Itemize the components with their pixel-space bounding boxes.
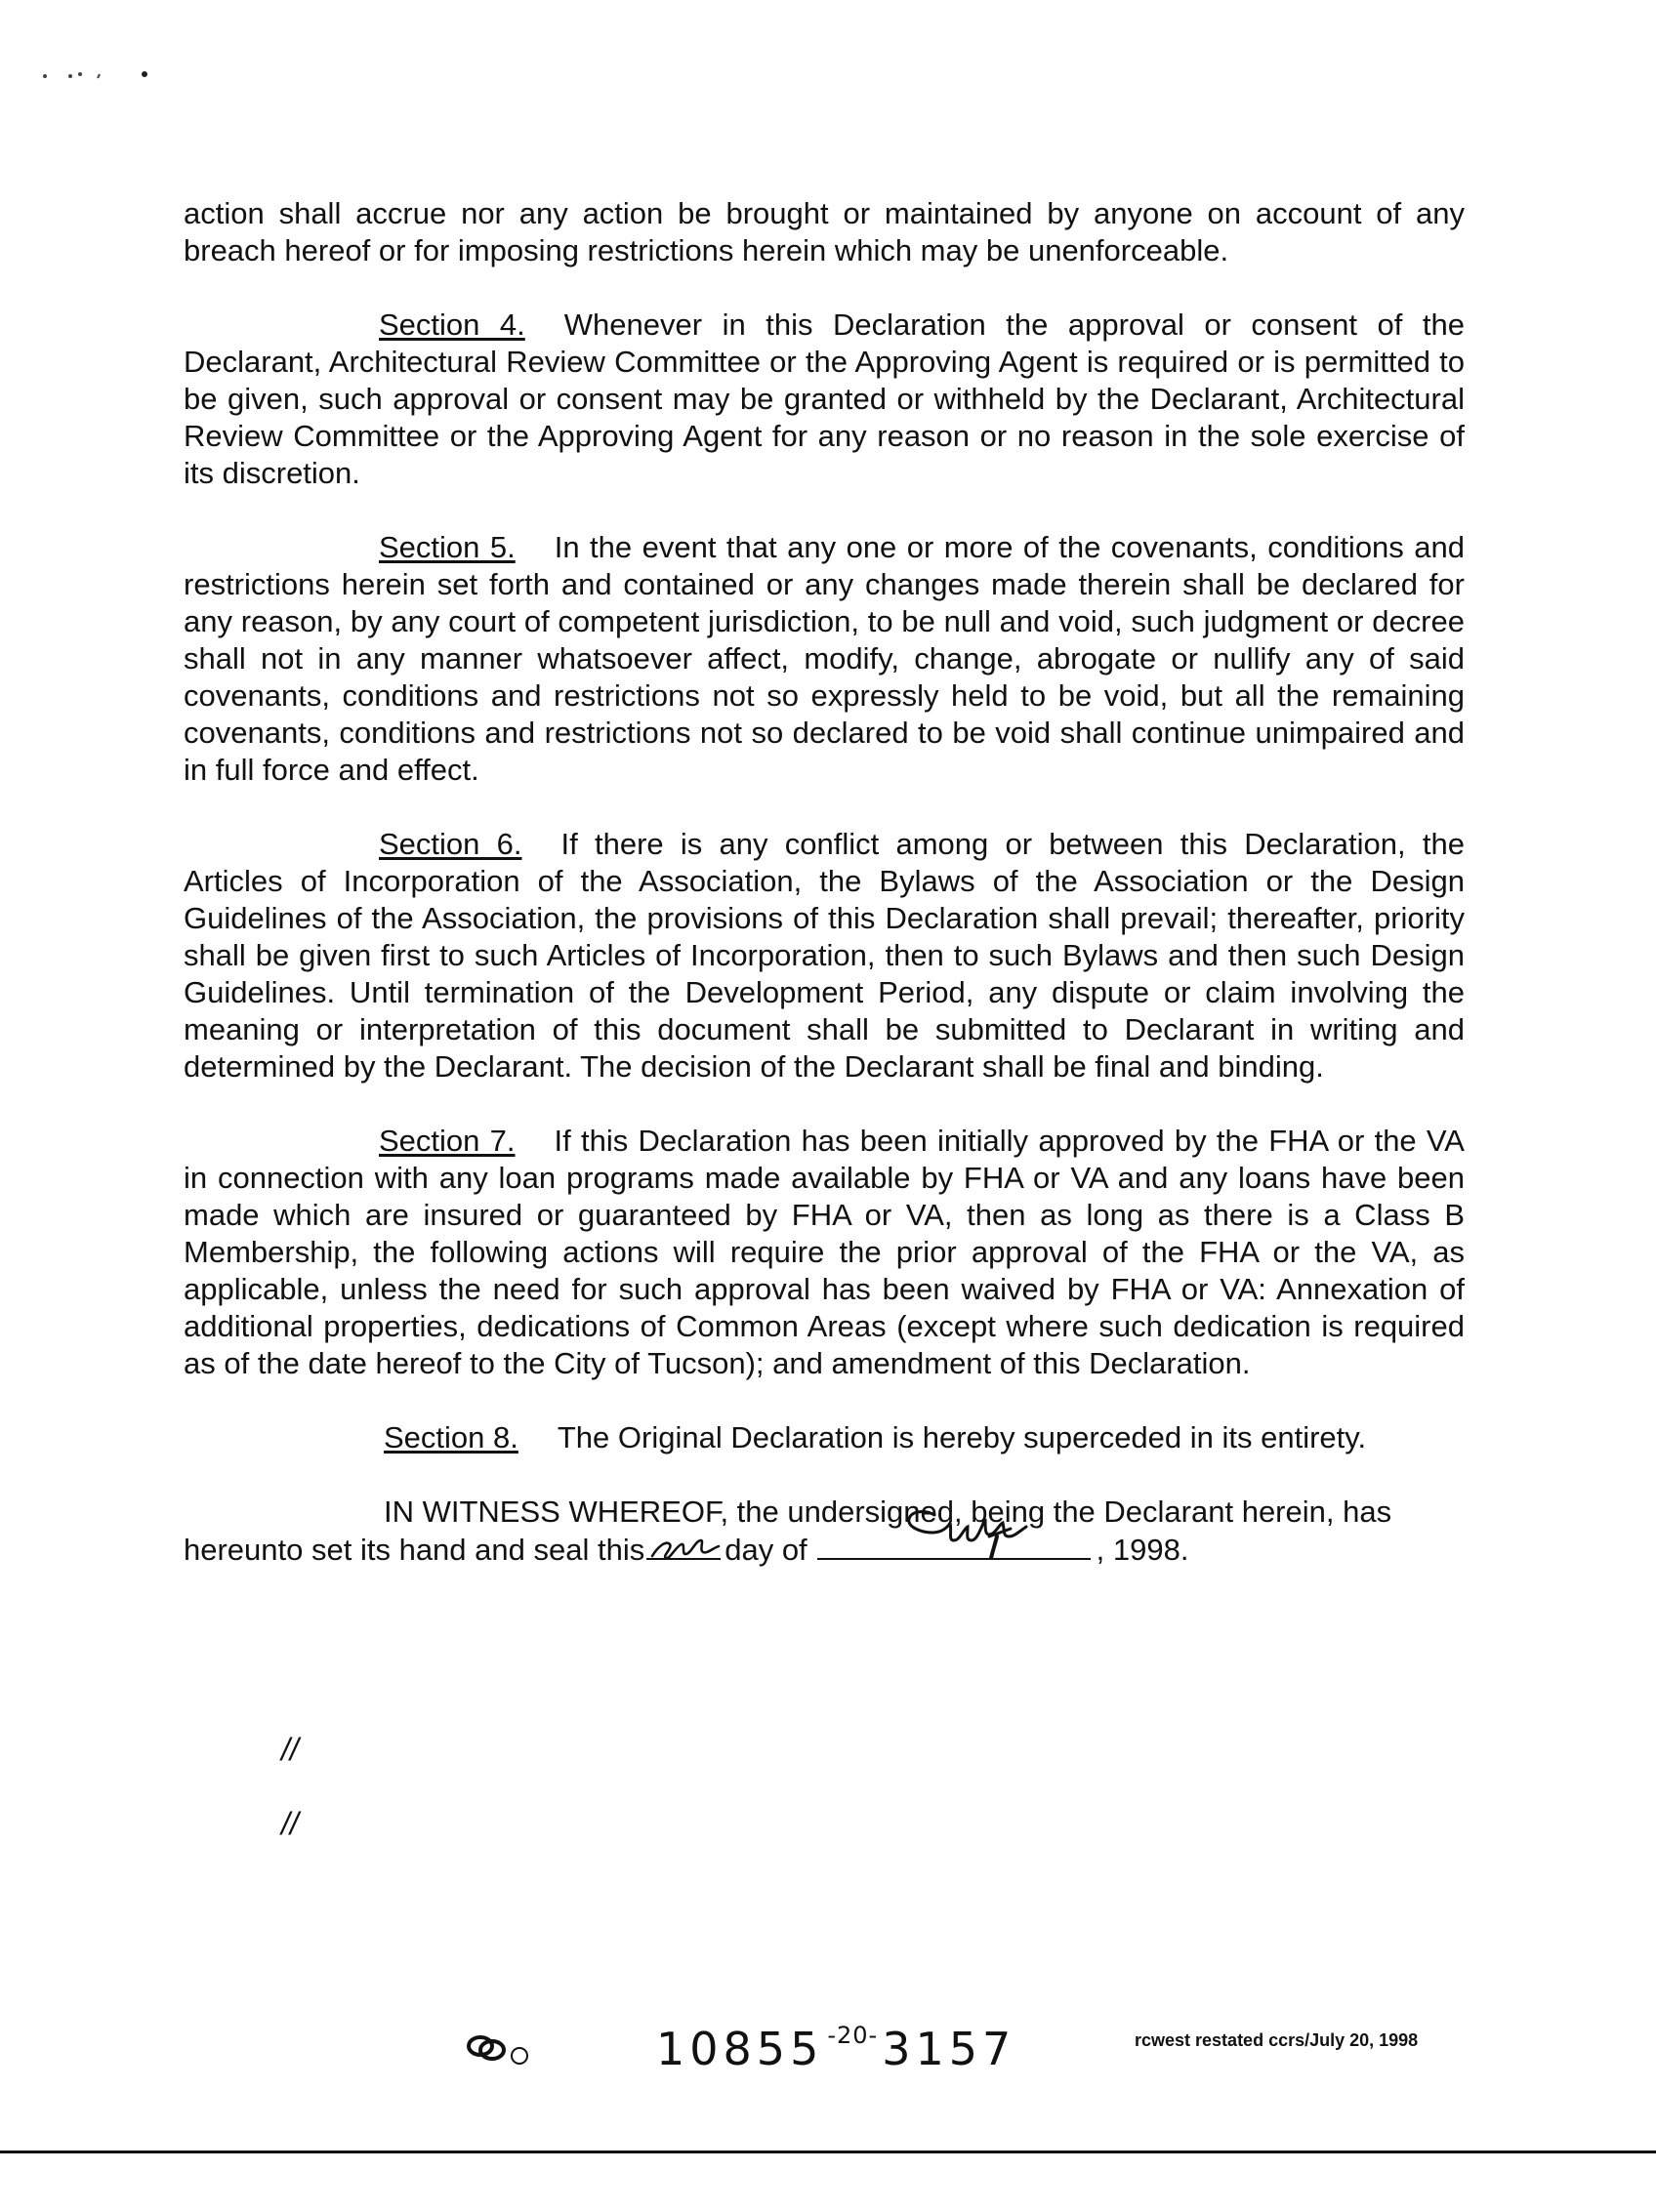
- handwritten-month-signature: [817, 1486, 1091, 1564]
- handwritten-day-signature: [646, 1531, 724, 1564]
- scan-speck-marks: [37, 57, 193, 86]
- section-8-paragraph: [184, 1419, 1465, 1456]
- book-number-left: 10855: [656, 2023, 824, 2075]
- section-8-text: The Original Declaration is hereby superceded in its entirety.: [557, 1420, 1367, 1454]
- witness-text-part2: day of: [724, 1533, 807, 1567]
- section-6-paragraph: [184, 826, 1465, 1086]
- section-5-paragraph: [184, 529, 1465, 789]
- section-7-paragraph: [184, 1123, 1465, 1382]
- section-4-text: Whenever in this Declaration the approval or consent of the Declarant, Architectural Review Committee or the Approving Agent is required or is permitted to be given, such approval or consent may be granted or withheld by the Declarant, Architectural Review Committee or the Approving Agent for any reason or no reason in the sole exercise of its discretion.: [184, 307, 1465, 490]
- book-number-page-sup: -20-: [827, 2022, 879, 2049]
- day-fill-line: [646, 1531, 721, 1560]
- footer-file-note: rcwest restated ccrs/July 20, 1998: [1135, 2030, 1419, 2050]
- section-6-text: If there is any conflict among or between this Declaration, the Articles of Incorporation of the Association, the Bylaws of the Association or the Design Guidelines of the Association, the provisions of this Declaration shall prevail; thereafter, priority shall be given first to such Articles of Incorporation, then to such Bylaws and then such Design Guidelines. Until termination of the Development Period, any dispute or claim involving the meaning or interpretation of this document shall be submitted to Declarant in writing and determined by the Declarant. The decision of the Declarant shall be final and binding.: [184, 827, 1465, 1084]
- recorder-stamp-mark: [459, 2027, 547, 2075]
- section-4-paragraph: [184, 307, 1465, 492]
- witness-clause: [184, 1494, 1465, 1569]
- slash-mark-2: //: [281, 1806, 299, 1841]
- slash-mark-1: //: [281, 1732, 299, 1767]
- witness-text-part1: IN WITNESS WHEREOF, the undersigned, being the Declarant herein, has hereunto set its hand and seal this: [184, 1495, 1392, 1567]
- section-8-label: Section 8.: [384, 1420, 518, 1454]
- witness-text-part3: , 1998.: [1096, 1533, 1189, 1567]
- section-7-text: If this Declaration has been initially approved by the FHA or the VA in connection with any loan programs made available by FHA or VA and any loans have been made which are insured or guaranteed by FHA or VA, then as long as there is a Class B Membership, the following actions will require the prior approval of the FHA or the VA, as applicable, unless the need for such approval has been waived by FHA or VA: Annexation of additional properties, dedications of Common Areas (except where such dedication is required as of the date hereof to the City of Tucson); and amendment of this Declaration.: [184, 1124, 1465, 1380]
- document-body: [184, 195, 1465, 1569]
- recording-book-number: [656, 2023, 1015, 2075]
- month-fill-line: [817, 1531, 1091, 1560]
- continuation-paragraph: action shall accrue nor any action be brought or maintained by anyone on account of any breach hereof or for imposing restrictions herein which may be unenforceable.: [184, 196, 1465, 267]
- section-6-label: Section 6.: [379, 827, 522, 861]
- section-5-label: Section 5.: [379, 530, 516, 564]
- section-7-label: Section 7.: [379, 1124, 516, 1158]
- bottom-rule: [0, 2151, 1656, 2153]
- book-number-right: 3157: [882, 2023, 1016, 2075]
- section-5-text: In the event that any one or more of the covenants, conditions and restrictions herein set forth and contained or any changes made therein shall be declared for any reason, by any court of competent jurisdiction, to be null and void, such judgment or decree shall not in any manner whatsoever affect, modify, change, abrogate or nullify any of said covenants, conditions and restrictions not so expressly held to be void, but all the remaining covenants, conditions and restrictions not so declared to be void shall continue unimpaired and in full force and effect.: [184, 530, 1465, 787]
- section-4-label: Section 4.: [379, 307, 525, 342]
